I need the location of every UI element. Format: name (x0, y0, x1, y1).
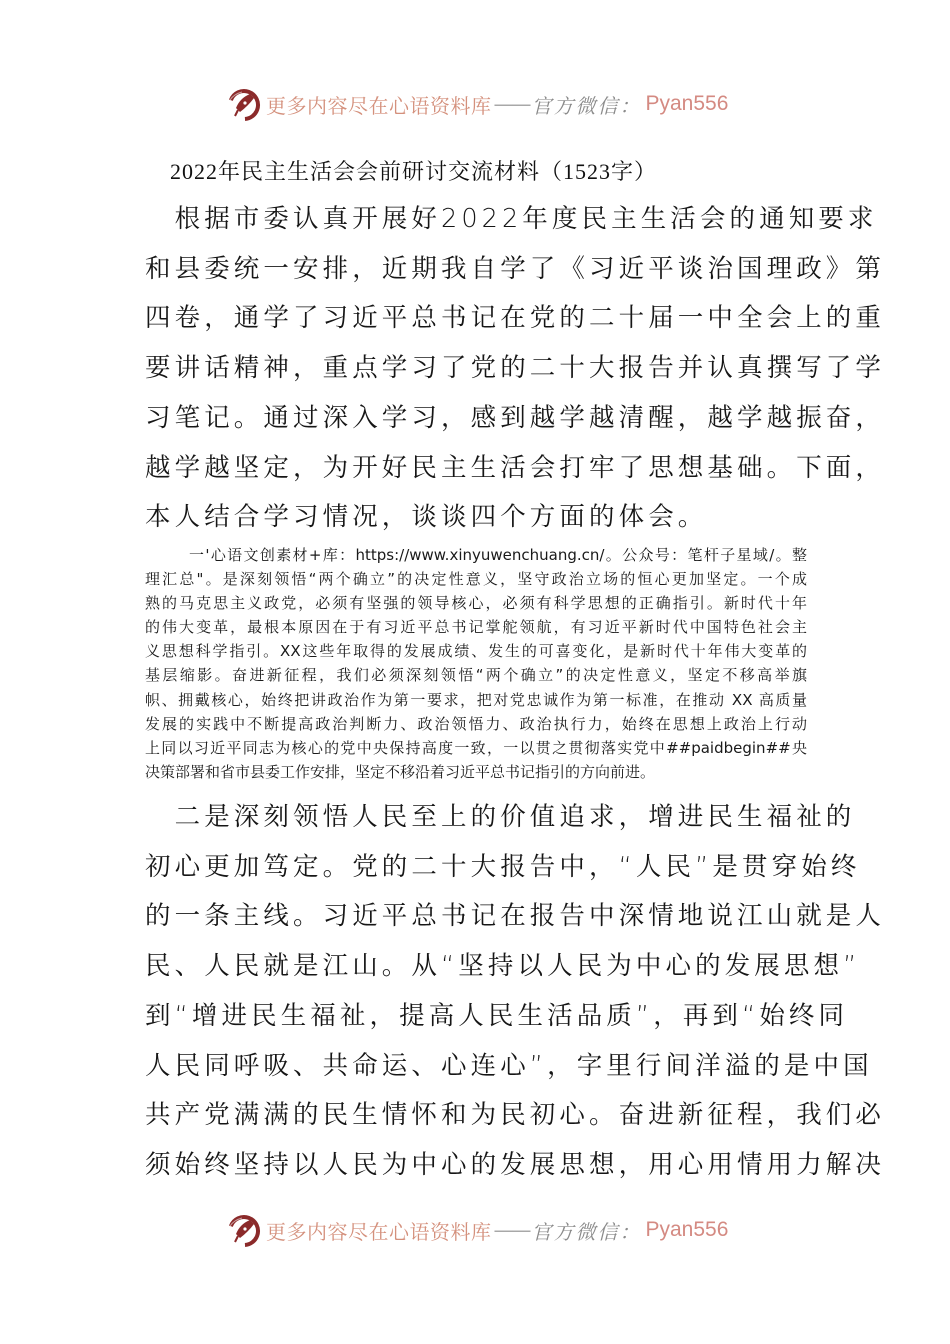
footer-banner (226, 1210, 728, 1250)
banner-dash: —— (493, 1218, 530, 1242)
point-two-paragraph (145, 793, 886, 1191)
pen-nib-logo-icon (226, 1212, 262, 1248)
header-banner (226, 84, 728, 124)
intro-paragraph (145, 195, 886, 543)
point-one-paragraph (145, 543, 807, 784)
banner-wechat-label: 官方微信： (531, 1219, 642, 1244)
paragraph-line: 的一条主线。习近平总书记在报告中深情地说江山就是人 (145, 901, 886, 932)
banner-main-text: 更多内容尽在心语资料库 (266, 1219, 492, 1244)
paragraph-line: 根据市委认真开展好2022年度民主生活会的通知要求 (145, 204, 878, 234)
paragraph-line: 和县委统一安排，近期我自学了《习近平谈治国理政》第 (145, 253, 886, 284)
paragraph-line: 帜、拥戴核心，始终把讲政治作为第一要求，把对党忠诚作为第一标准，在推动 XX 高质量 (145, 690, 807, 709)
paragraph-line: 习笔记。通过深入学习，感到越学越清醒，越学越振奋， (145, 402, 886, 433)
paragraph-line: 上同以习近平同志为核心的党中央保持高度一致，一以贯之贯彻落实党中##paidbegin##央 (145, 738, 807, 757)
paragraph-line: 越学越坚定，为开好民主生活会打牢了思想基础。下面， (145, 452, 886, 483)
paragraph-line: 民、人民就是江山。从“坚持以人民为中心的发展思想” (145, 951, 861, 982)
paragraph-line: 到“增进民生福祉，提高人民生活品质”，再到“始终同 (145, 1000, 849, 1031)
paragraph-line: 初心更加笃定。党的二十大报告中，“人民”是贯穿始终 (145, 851, 861, 882)
paragraph-line: 熟的马克思主义政党，必须有坚强的领导核心，必须有科学思想的正确指引。新时代十年 (145, 594, 807, 613)
paragraph-line: 四卷，通学了习近平总书记在党的二十届一中全会上的重 (145, 303, 886, 334)
paragraph-line: 共产党满满的民生情怀和为民初心。奋进新征程，我们必 (145, 1100, 886, 1131)
paragraph-line: 决策部署和省市县委工作安排，坚定不移沿着习近平总书记指引的方向前进。 (145, 762, 656, 781)
paragraph-line: 发展的实践中不断提高政治判断力、政治领悟力、政治执行力，始终在思想上政治上行动 (145, 714, 807, 733)
paragraph-line: 一'心语文创素材+库：https://www.xinyuwenchuang.cn/。公众号：笔杆子星域/。整 (189, 546, 807, 564)
paragraph-line: 义思想科学指引。XX这些年取得的发展成绩、发生的可喜变化，是新时代十年伟大变革的 (145, 642, 807, 661)
banner-wechat-id: Pyan556 (645, 92, 729, 115)
paragraph-line: 理汇总"。是深刻领悟“两个确立”的决定性意义，坚守政治立场的恒心更加坚定。一个成 (145, 570, 807, 589)
pen-nib-logo-icon (226, 86, 262, 122)
document-title: 2022年民主生活会会前研讨交流材料（1523字） (170, 159, 658, 184)
banner-main-text: 更多内容尽在心语资料库 (266, 93, 492, 118)
banner-wechat-label: 官方微信： (531, 93, 642, 118)
paragraph-line: 二是深刻领悟人民至上的价值追求，增进民生福祉的 (145, 802, 856, 832)
paragraph-line: 本人结合学习情况，谈谈四个方面的体会。 (145, 502, 708, 533)
paragraph-line: 基层缩影。奋进新征程，我们必须深刻领悟“两个确立”的决定性意义，坚定不移高举旗 (145, 666, 807, 685)
paragraph-line: 的伟大变革，最根本原因在于有习近平总书记掌舵领航，有习近平新时代中国特色社会主 (145, 618, 807, 637)
paragraph-line: 人民同呼吸、共命运、心连心”，字里行间洋溢的是中国 (145, 1050, 873, 1081)
paragraph-line: 须始终坚持以人民为中心的发展思想，用心用情用力解决 (145, 1149, 886, 1180)
banner-wechat-id: Pyan556 (645, 1218, 729, 1241)
banner-dash: —— (493, 92, 530, 116)
paragraph-line: 要讲话精神，重点学习了党的二十大报告并认真撰写了学 (145, 353, 886, 384)
